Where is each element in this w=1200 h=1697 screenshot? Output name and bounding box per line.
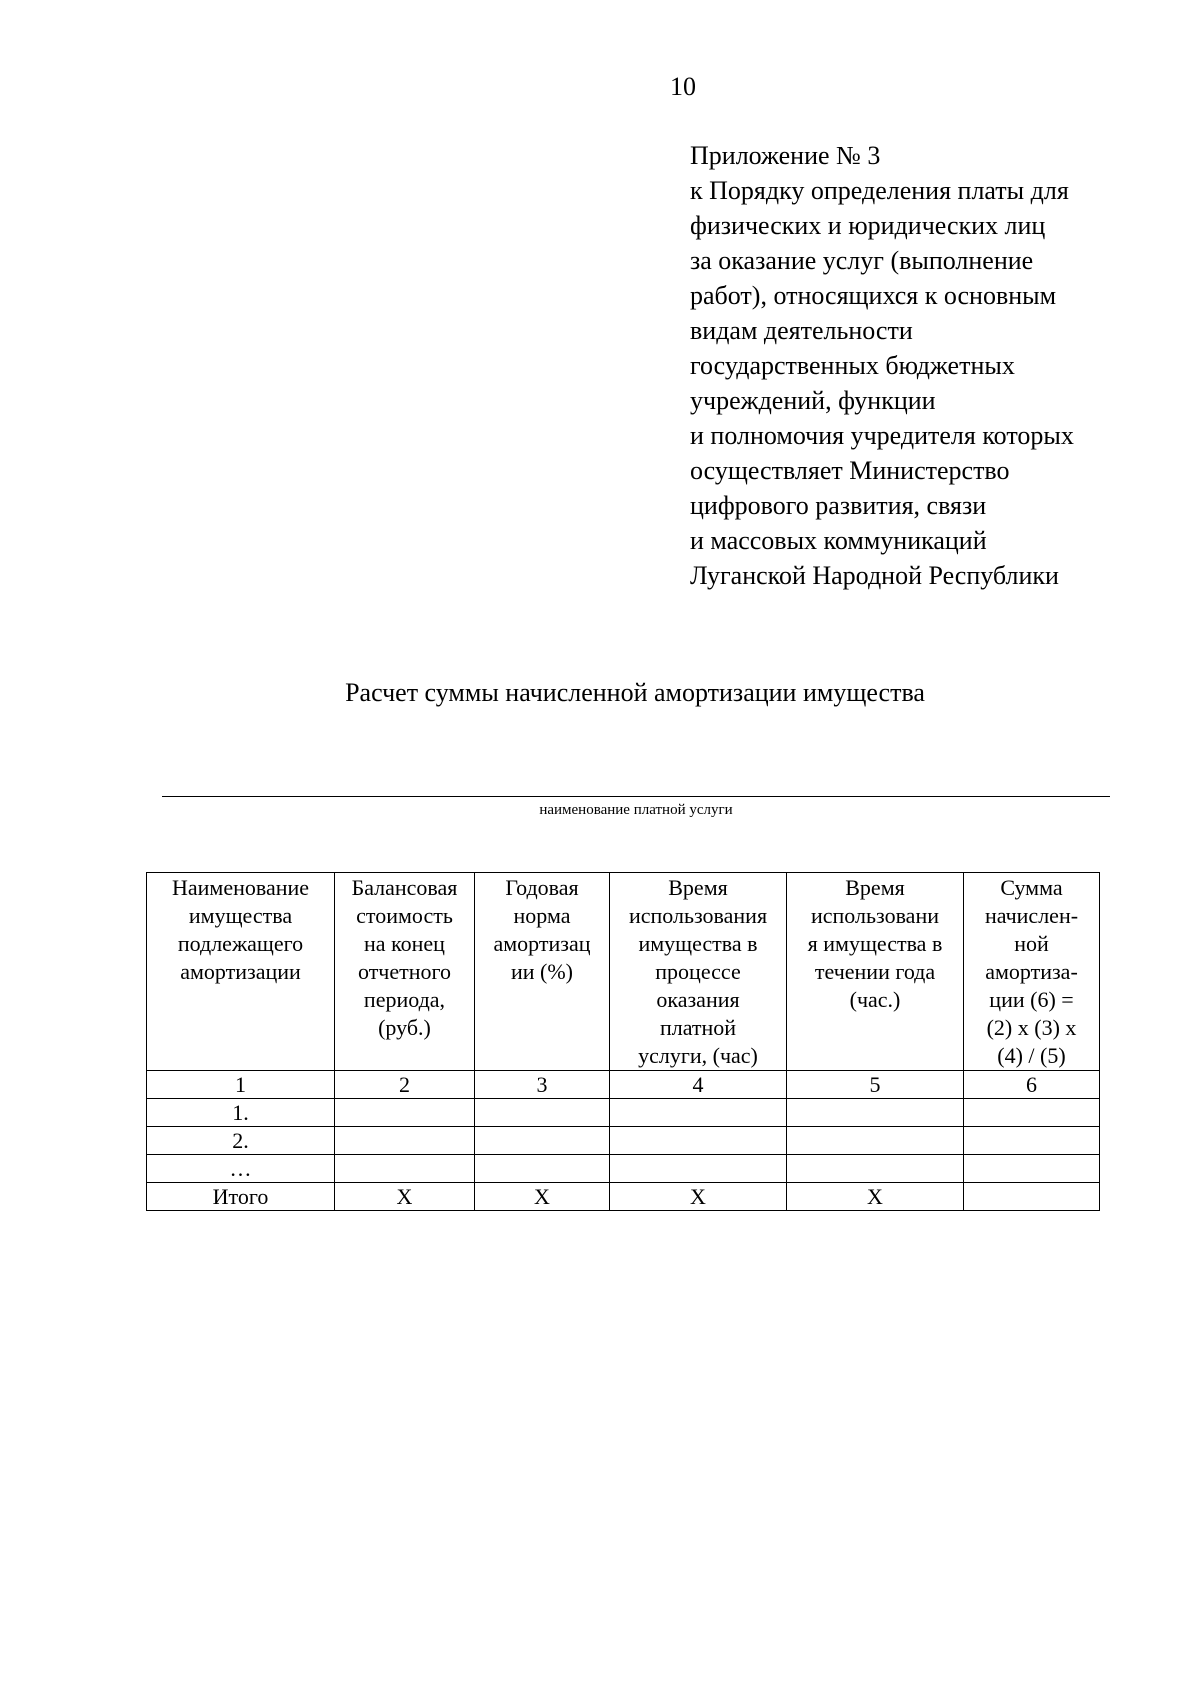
table-cell xyxy=(335,1155,475,1183)
header-line: ции (6) = xyxy=(989,987,1074,1012)
header-line: процессе xyxy=(655,959,741,984)
header-cell-property-name xyxy=(147,873,335,1071)
header-line: подлежащего xyxy=(177,931,304,956)
column-number-cell: 6 xyxy=(964,1071,1100,1099)
table-cell xyxy=(787,1155,964,1183)
table-cell xyxy=(610,1127,787,1155)
header-line: норма xyxy=(513,903,571,928)
table-cell: Х xyxy=(475,1183,610,1211)
table-cell xyxy=(610,1099,787,1127)
header-line: использования xyxy=(628,903,768,928)
table-row-total xyxy=(147,1183,1100,1211)
table-cell xyxy=(964,1127,1100,1155)
table-cell xyxy=(475,1127,610,1155)
header-cell-annual-usage-time xyxy=(787,873,964,1071)
header-cell-book-value xyxy=(335,873,475,1071)
header-line: (руб.) xyxy=(378,1015,431,1040)
table-cell xyxy=(787,1099,964,1127)
table-header-row xyxy=(147,873,1100,1071)
header-cell-amortization-sum xyxy=(964,873,1100,1071)
appendix-line: осуществляет Министерство xyxy=(690,456,1010,485)
header-line: (4) / (5) xyxy=(997,1043,1066,1068)
table-cell xyxy=(610,1155,787,1183)
appendix-line: работ), относящихся к основным xyxy=(690,281,1057,310)
table-row xyxy=(147,1155,1100,1183)
header-line: я имущества в xyxy=(807,931,943,956)
table-cell xyxy=(475,1155,610,1183)
header-line: амортизации xyxy=(180,959,301,984)
header-line: (2) х (3) х xyxy=(986,1015,1077,1040)
header-line: Время xyxy=(845,875,905,900)
column-number-cell: 3 xyxy=(475,1071,610,1099)
header-line: на конец xyxy=(364,931,445,956)
table-cell xyxy=(787,1127,964,1155)
amortization-table xyxy=(146,872,1100,1211)
header-line: амортизац xyxy=(493,931,591,956)
header-line: имущества xyxy=(188,903,293,928)
header-cell-annual-rate xyxy=(475,873,610,1071)
service-name-caption: наименование платной услуги xyxy=(539,802,733,818)
header-line: Сумма xyxy=(1000,875,1063,900)
page-number: 10 xyxy=(670,72,696,101)
appendix-line: и массовых коммуникаций xyxy=(690,526,987,555)
header-line: платной xyxy=(659,1015,737,1040)
header-line: использовани xyxy=(810,903,939,928)
header-line: начислен- xyxy=(984,903,1079,928)
header-line: имущества в xyxy=(638,931,758,956)
appendix-line: учреждений, функции xyxy=(690,386,936,415)
header-cell-service-usage-time xyxy=(610,873,787,1071)
header-line: оказания xyxy=(656,987,740,1012)
header-line: Наименование xyxy=(171,875,310,900)
header-line: Годовая xyxy=(505,875,579,900)
appendix-line: за оказание услуг (выполнение xyxy=(690,246,1034,275)
header-line: ии (%) xyxy=(510,959,574,984)
header-line: стоимость xyxy=(356,903,453,928)
table-cell: 2. xyxy=(147,1127,335,1155)
column-number-cell: 1 xyxy=(147,1071,335,1099)
table-cell xyxy=(964,1183,1100,1211)
table-cell: Х xyxy=(335,1183,475,1211)
header-line: услуги, (час) xyxy=(638,1043,758,1068)
appendix-line: цифрового развития, связи xyxy=(690,491,987,520)
document-title: Расчет суммы начисленной амортизации имущества xyxy=(345,678,925,707)
header-line: течении года xyxy=(814,959,936,984)
table-cell: Х xyxy=(787,1183,964,1211)
header-line: амортиза- xyxy=(985,959,1078,984)
header-line: ной xyxy=(1014,931,1049,956)
appendix-line: к Порядку определения платы для xyxy=(690,176,1069,205)
table-cell: 1. xyxy=(147,1099,335,1127)
table-cell xyxy=(335,1099,475,1127)
table-row xyxy=(147,1099,1100,1127)
appendix-line: и полномочия учредителя которых xyxy=(690,421,1074,450)
header-line: (час.) xyxy=(849,987,901,1012)
header-line: отчетного xyxy=(357,959,452,984)
table-cell xyxy=(964,1155,1100,1183)
table-cell xyxy=(335,1127,475,1155)
column-number-cell: 5 xyxy=(787,1071,964,1099)
header-line: Балансовая xyxy=(351,875,458,900)
table-cell: Итого xyxy=(147,1183,335,1211)
appendix-line: физических и юридических лиц xyxy=(690,211,1046,240)
appendix-line: государственных бюджетных xyxy=(690,351,1015,380)
table-cell: Х xyxy=(610,1183,787,1211)
header-line: периода, xyxy=(363,987,446,1012)
appendix-line: Луганской Народной Республики xyxy=(690,561,1059,590)
service-name-line xyxy=(162,796,1110,797)
table-cell: … xyxy=(147,1155,335,1183)
column-number-row xyxy=(147,1071,1100,1099)
column-number-cell: 4 xyxy=(610,1071,787,1099)
table-cell xyxy=(475,1099,610,1127)
appendix-line: Приложение № 3 xyxy=(690,141,881,170)
column-number-cell: 2 xyxy=(335,1071,475,1099)
table-cell xyxy=(964,1099,1100,1127)
header-line: Время xyxy=(668,875,728,900)
appendix-block xyxy=(690,138,1170,593)
appendix-line: видам деятельности xyxy=(690,316,913,345)
table-row xyxy=(147,1127,1100,1155)
